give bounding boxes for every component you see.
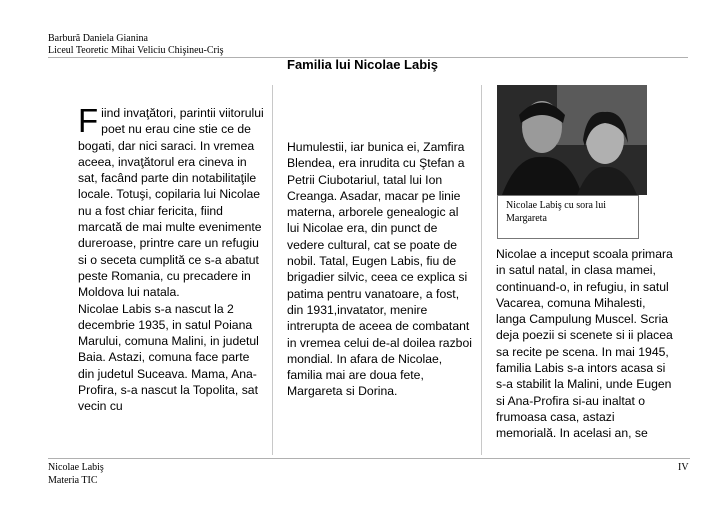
column-3	[496, 246, 676, 442]
column-divider	[481, 85, 482, 455]
footer-rule	[48, 458, 690, 459]
drop-cap: F	[78, 102, 99, 139]
paragraph-text: Humulestii, iar bunica ei, Zamfira Blendea, era inrudita cu Ştefan a Petrii Ciubotariul, tatal lui Ion Creanga. Asadar, macar pe linie materna, arborele genealogic al lui Nicolae era, din punct de vedere cultural, cat se poate de nobil. Tatal, Eugen Labis, fiu de brigadier silvic, ceea ce explica si patima pentru vanatoare, a fost, din 1931,invatator, menire intrerupta de aceea de combatant in vremea celui de-al doilea razboi mondial. In afara de Nicolae, familia mai are doua fete, Margareta si Dorina.	[287, 140, 472, 399]
paragraph-text: Nicolae a inceput scoala primara in satul natal, in clasa mamei, continuand-o, in refugiu, in satul Vacarea, comuna Mihalesti, langa Campulung Muscel. Scria deja poezii si scenete si ii placea sa recite pe scena. In mai 1945, familia Labis s-a intors acasa si s-a stabilit la Malini, unde Eugen si Ana-Profira si-au inaltat o frumoasa casa, astazi memorială. In acelasi an, se	[496, 247, 673, 441]
paragraph	[78, 102, 268, 301]
page-number: IV	[678, 462, 689, 473]
family-photo	[497, 85, 647, 195]
paragraph-text: Nicolae Labis s-a nascut la 2 decembrie 1935, in satul Poiana Marului, comuna Malini, in judetul Baia. Astazi, comuna face parte din judetul Suceava. Mama, Ana-Profira, s-a nascut la Topolita, sat vecin cu	[78, 301, 259, 414]
footer-subject: Materia TIC	[48, 475, 98, 486]
photo-caption: Nicolae Labiş cu sora lui Margareta	[497, 195, 639, 239]
photo-illustration	[497, 85, 647, 195]
column-2	[287, 139, 472, 400]
page-title: Familia lui Nicolae Labiş	[287, 57, 438, 72]
paragraph-text: iind invaţători, parintii viitorului poet nu erau cine stie ce de bogati, dar nici saraci. In vremea aceea, invaţătorul era cineva in sat, facând parte din notabilitaţile locale. Totuşi, copilaria lui Nicolae nu a fost chiar fericita, fiind marcată de mai multe evenimente dureroase, printre care un refugiu si o seceta cumplită ce s-a abatut peste Romania, cu precadere in Moldova lui natala.	[78, 106, 264, 300]
header-author: Barbură Daniela Gianina	[48, 33, 148, 44]
column-divider	[272, 85, 273, 455]
footer-name: Nicolae Labiş	[48, 462, 104, 473]
paragraph	[78, 301, 268, 415]
column-1	[78, 102, 268, 415]
header-school: Liceul Teoretic Mihai Veliciu Chişineu-Criş	[48, 45, 224, 56]
